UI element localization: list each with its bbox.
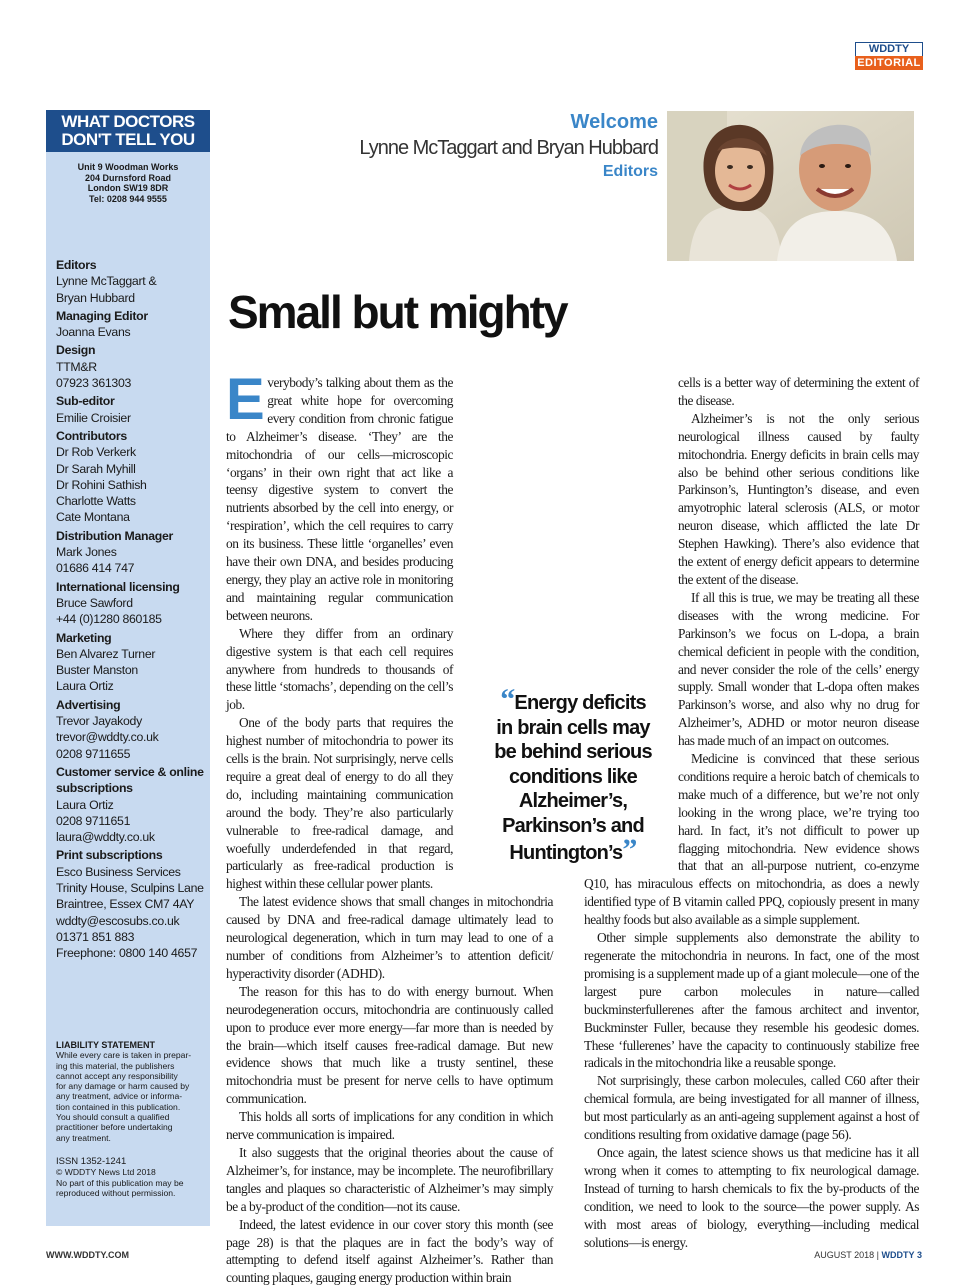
staff-line: Laura Ortiz <box>56 679 114 694</box>
staff-line: Cate Montana <box>56 510 130 525</box>
liability-line: for any damage or harm caused by <box>56 1081 190 1092</box>
article-paragraph: Medicine is convinced that these serious conditions require a heroic batch of chemicals to make much of a difference, but we’re not only looking in the wrong place, we’re trying too hard. In fact, it’s not difficult to power up flagging mitochondria. New evidence shows that that an all-purpose nutrient, co-enzyme Q10, has miraculous effects on mitochondria, as does a newly identified type of B vitamin called PPQ, copiously present in many healthy foods but also available as a simple supplement. <box>584 751 919 928</box>
liability-line: ing this material, the publishers <box>56 1060 175 1071</box>
staff-line: Emilie Croisier <box>56 410 131 425</box>
staff-heading: Contributors <box>56 428 127 443</box>
publication-logo <box>46 110 210 152</box>
staff-line[interactable]: laura@wddty.co.uk <box>56 830 155 845</box>
page-number: 3 <box>916 1250 922 1260</box>
copyright <box>56 1167 206 1198</box>
staff-heading: Distribution Manager <box>56 528 173 543</box>
staff-heading: Customer service & online subscriptions <box>56 764 204 796</box>
article-paragraph: Once again, the latest science shows us that medicine has it all wrong when it comes to attempting to fix neurological damage. Instead of turning to harsh chemicals to fix the by-products of the condition, we need to look to the source—the power supply. As with most areas of biology, everything—including medical solutions—is energy. <box>584 1144 919 1250</box>
staff-line: Dr Rohini Sathish <box>56 477 147 492</box>
tag-section: EDITORIAL <box>855 56 923 70</box>
column-2-body <box>584 374 919 1251</box>
staff-line: Bruce Sawford <box>56 595 133 610</box>
staff-line[interactable]: trevor@wddty.co.uk <box>56 730 159 745</box>
liability-statement <box>56 1040 206 1198</box>
publisher-address <box>46 162 210 204</box>
staff-heading: Managing Editor <box>56 308 148 323</box>
article-paragraph: The latest evidence shows that small changes in mitochondria caused by DNA and free-radical damage ultimately lead to neurological degeneration, which in turn may lead to one of a number of conditions from Alzheimer’s to attention deficit/ hyperactivity disorder (ADHD). <box>226 894 553 981</box>
staff-line: 01686 414 747 <box>56 561 135 576</box>
staff-line: 07923 361303 <box>56 376 132 391</box>
tag-brand: WDDTY <box>855 42 923 56</box>
article-column-2 <box>584 374 919 1251</box>
liability-text <box>56 1050 206 1143</box>
liability-line: While every care is taken in prepar- <box>56 1050 192 1061</box>
staff-line[interactable]: wddty@escosubs.co.uk <box>56 913 180 928</box>
address-line: Unit 9 Woodman Works <box>77 162 179 172</box>
staff-line: 0208 9711655 <box>56 746 131 761</box>
logo-line-2: DON'T TELL YOU <box>61 130 195 149</box>
footer-date: AUGUST 2018 <box>814 1250 875 1260</box>
copyright-line: © WDDTY News Ltd 2018 <box>56 1167 156 1178</box>
staff-line: Dr Rob Verkerk <box>56 445 136 460</box>
close-quote-icon: ” <box>622 833 637 866</box>
article-paragraph: Not surprisingly, these carbon molecules, called C60 after their chemical formula, are being investigated for all manner of illness, but most particularly as an anti-ageing supplement against a host of conditions resulting from oxidative damage (page 56). <box>584 1073 919 1143</box>
staff-line: Joanna Evans <box>56 325 131 340</box>
welcome-label: Welcome <box>570 111 658 133</box>
staff-line: +44 (0)1280 860185 <box>56 612 162 627</box>
staff-line: Lynne McTaggart & <box>56 274 157 289</box>
pull-quote-text: Energy deficits in brain cells may be behind serious conditions like Alzheimer’s, Parkinson’s and Huntington’s <box>494 692 652 864</box>
staff-line: Ben Alvarez Turner <box>56 646 156 661</box>
staff-line: Braintree, Essex CM7 4AY <box>56 897 195 912</box>
address-line: London SW19 8DR <box>87 183 169 193</box>
editor-names: Lynne McTaggart and Bryan Hubbard <box>359 137 658 159</box>
logo-line-1: WHAT DOCTORS <box>61 112 195 131</box>
article-paragraph: If all this is true, we may be treating all these diseases with the wrong medicine. For Parkinson’s we focus on L-dopa, a brain chemical deficient in people with the condition, and never consider the role of the cells’ energy supply. Small wonder that L-dopa often makes Parkinson’s worse, and also why no drug for Alzheimer’s, ADHD or motor neuron disease has made much of an impact on outcomes. <box>678 589 919 749</box>
issn: ISSN 1352-1241 <box>56 1155 127 1167</box>
staff-line: Freephone: 0800 140 4657 <box>56 946 198 961</box>
article-paragraph: This holds all sorts of implications for any condition in which nerve communication is impaired. <box>226 1109 553 1143</box>
article-paragraph: It also suggests that the original theories about the cause of Alzheimer’s, for instance, may be incomplete. The neurofibrillary tangles and plaques so characteristic of Alzheimer’s may simply be a by-product of the condition—not its cause. <box>226 1144 553 1214</box>
editor-role: Editors <box>602 163 658 180</box>
copyright-line: No part of this publication may be <box>56 1177 184 1188</box>
welcome-header <box>359 110 658 182</box>
article-paragraph: cells is a better way of determining the extent of the disease. <box>678 375 919 408</box>
article-paragraph: Other simple supplements also demonstrate the ability to regenerate the mitochondria in neurons. In fact, one of the most promising is a supplement made up of a giant molecule—one of the largest pure carbon molecules in nature—called buckminsterfullerenes after the famous architect and inventor, Buckminster Fuller, because they resemble his geodesic domes. These ‘fullerenes’ have the capacity to continuously stabilize free radicals in the mitochondria like a reusable sponge. <box>584 930 919 1071</box>
staff-line: Dr Sarah Myhill <box>56 461 136 476</box>
article-paragraph: One of the body parts that requires the highest number of mitochondria to power its cells is the brain. Not surprisingly, nerve cells require a great deal of energy to do all they do, including maintaining communication around the body. They’re also particularly vulnerable to free-radical damage, and woefully underdefended in that regard, particularly as free-radical production is highest within these cellular power plants. <box>226 715 453 892</box>
staff-line: 01371 851 883 <box>56 929 135 944</box>
staff-heading: Advertising <box>56 697 121 712</box>
footer-brand: WDDTY <box>881 1250 915 1260</box>
staff-heading: Marketing <box>56 630 112 645</box>
staff-line: TTM&R <box>56 359 97 374</box>
address-line: 204 Durnsford Road <box>84 172 171 183</box>
article-headline: Small but mighty <box>228 286 567 338</box>
article-paragraph: Indeed, the latest evidence in our cover story this month (see page 28) is that the plaques are in fact the body’s way of attempting to defend itself against Alzheimer’s. Rather than counting plaques, gauging energy production within brain <box>226 1216 553 1286</box>
liability-line: any treatment, advice or informa- <box>56 1091 183 1102</box>
staff-line: Charlotte Watts <box>56 494 136 509</box>
staff-line: Esco Business Services <box>56 864 181 879</box>
staff-list <box>56 255 208 961</box>
staff-line: Bryan Hubbard <box>56 290 135 305</box>
staff-line: Laura Ortiz <box>56 797 114 812</box>
staff-line: 0208 9711651 <box>56 813 131 828</box>
copyright-line: reproduced without permission. <box>56 1187 176 1198</box>
article-paragraph: The reason for this has to do with energy burnout. When neurodegeneration occurs, mitochondria are continuously called upon to produce ever more energy—far more than is needed by the brain—which itself causes free-radical damage. But new evidence shows that much like a trusty sentinel, these mitochondria must be present for nerve cells to have optimum communication. <box>226 983 553 1107</box>
drop-cap: E <box>226 367 265 432</box>
liability-line: You should consult a qualified <box>56 1112 170 1123</box>
staff-heading: Design <box>56 343 96 358</box>
liability-line: tion contained in this publication. <box>56 1101 181 1112</box>
article-paragraph: Alzheimer’s is not the only serious neurological illness caused by faulty mitochondria. Energy deficits in brain cells may also be behind other serious conditions like Parkinson’s, Huntington’s disease, and even amyotrophic lateral sclerosis (ALS, or motor neuron disease, which afflicted the late Dr Stephen Hawking). There’s also evidence that the extent of energy deficit appears to determine the extent of the disease. <box>678 410 919 587</box>
article-paragraph: Where they differ from an ordinary digestive system is that each cell requires anywhere from hundreds to thousands of these little ‘stomachs’, depending on the cell’s job. <box>226 625 453 713</box>
liability-line: any treatment. <box>56 1132 111 1143</box>
liability-line: cannot accept any responsibility <box>56 1070 178 1081</box>
staff-heading: Sub-editor <box>56 394 115 409</box>
staff-line: Mark Jones <box>56 545 117 560</box>
liability-line: practitioner before undertaking <box>56 1122 173 1133</box>
staff-heading: Print subscriptions <box>56 848 163 863</box>
pullquote-spacer <box>584 668 678 866</box>
staff-line: Trevor Jayakody <box>56 714 142 729</box>
section-tag <box>855 42 923 70</box>
footer-website[interactable]: WWW.WDDTY.COM <box>46 1250 129 1260</box>
masthead-sidebar <box>46 110 210 1226</box>
article-paragraph: verybody’s talking about them as the great white hope for overcoming every condition from chronic fatigue to Alzheimer’s disease. ‘They’ are the mitochondria of our cells—microscopic ‘organs’ in their own right that act like a teensy digestive system to convert the nutrients absorbed by the cell into energy, or ‘respiration’, which the cell requires to carry on its business. These little ‘organelles’ even have their own DNA, and besides producing energy, they play an active role in monitoring and maintaining regular communication between neurons. <box>226 375 453 623</box>
editors-photo <box>667 111 914 261</box>
staff-line: Buster Manston <box>56 663 138 678</box>
open-quote-icon: “ <box>500 683 515 716</box>
address-line: Tel: 0208 944 9555 <box>89 193 167 204</box>
staff-line: Trinity House, Sculpins Lane <box>56 880 204 895</box>
footer-folio: AUGUST 2018 | WDDTY 3 <box>814 1250 922 1260</box>
staff-heading: Editors <box>56 258 97 272</box>
staff-heading: International licensing <box>56 579 180 594</box>
liability-heading: LIABILITY STATEMENT <box>56 1040 155 1050</box>
